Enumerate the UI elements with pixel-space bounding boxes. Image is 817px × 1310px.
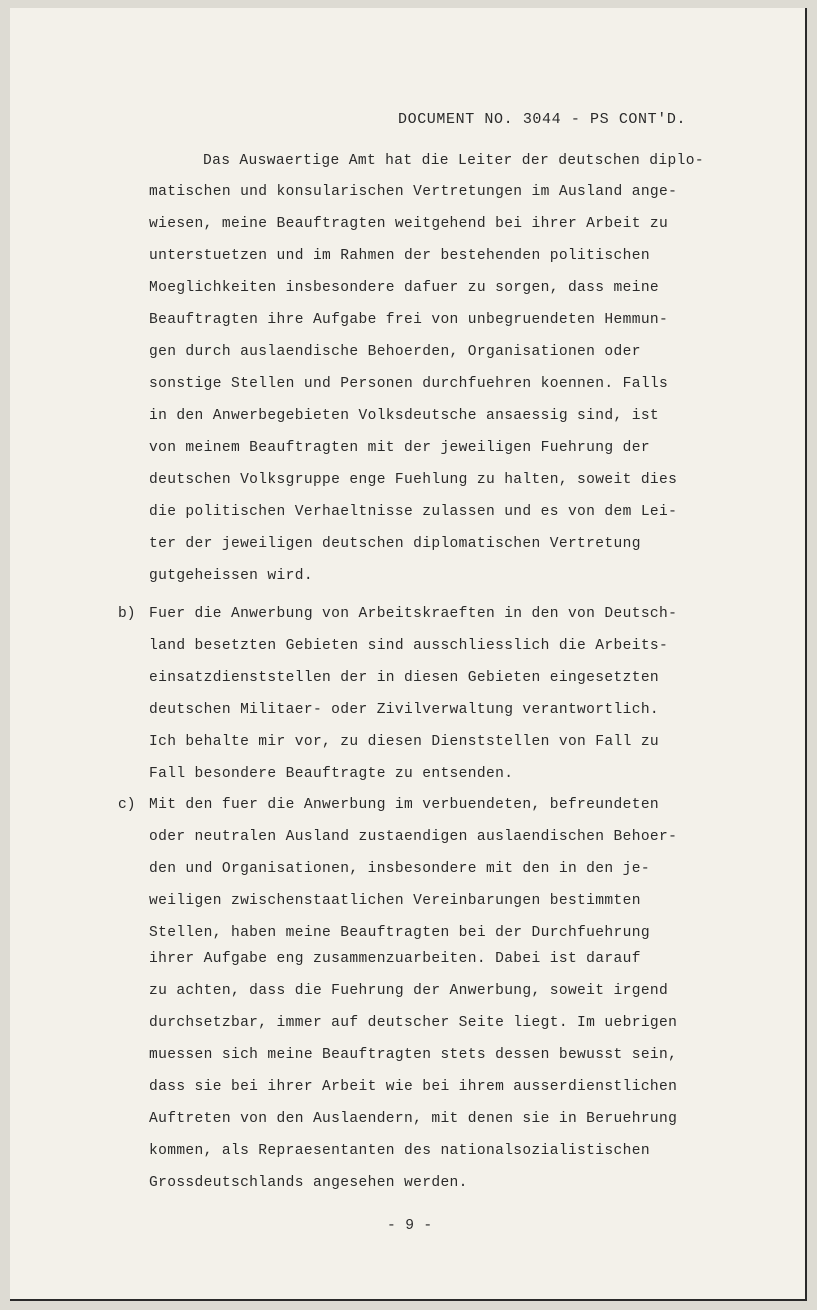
text-line: unterstuetzen und im Rahmen der bestehenden politischen — [149, 248, 650, 264]
text-line: Moeglichkeiten insbesondere dafuer zu sorgen, dass meine — [149, 280, 660, 296]
document-page — [10, 8, 807, 1301]
text-line: land besetzten Gebieten sind ausschliesslich die Arbeits- — [149, 638, 669, 654]
text-line: einsatzdienststellen der in diesen Gebieten eingesetzten — [149, 670, 660, 686]
text-line: ter der jeweiligen deutschen diplomatischen Vertretung — [149, 536, 641, 552]
page-number: - 9 - — [387, 1218, 433, 1234]
text-line: Ich behalte mir vor, zu diesen Dienststellen von Fall zu — [149, 734, 660, 750]
text-line: zu achten, dass die Fuehrung der Anwerbung, soweit irgend — [149, 983, 669, 999]
text-line: in den Anwerbegebieten Volksdeutsche ansaessig sind, ist — [149, 408, 660, 424]
text-line: weiligen zwischenstaatlichen Vereinbarungen bestimmten — [149, 893, 641, 909]
text-line: von meinem Beauftragten mit der jeweiligen Fuehrung der — [149, 440, 650, 456]
text-line: kommen, als Repraesentanten des nationalsozialistischen — [149, 1143, 650, 1159]
text-line: wiesen, meine Beauftragten weitgehend bei ihrer Arbeit zu — [149, 216, 669, 232]
text-line: deutschen Militaer- oder Zivilverwaltung verantwortlich. — [149, 702, 660, 718]
text-line: Grossdeutschlands angesehen werden. — [149, 1175, 468, 1191]
document-header: DOCUMENT NO. 3044 - PS CONT'D. — [398, 111, 687, 128]
text-line: Beauftragten ihre Aufgabe frei von unbegruendeten Hemmun- — [149, 312, 669, 328]
text-line: durchsetzbar, immer auf deutscher Seite liegt. Im uebrigen — [149, 1015, 678, 1031]
text-line: sonstige Stellen und Personen durchfuehren koennen. Falls — [149, 376, 669, 392]
list-marker: c) — [118, 797, 136, 813]
text-line: den und Organisationen, insbesondere mit den in den je- — [149, 861, 650, 877]
text-line: die politischen Verhaeltnisse zulassen und es von dem Lei- — [149, 504, 678, 520]
list-marker: b) — [118, 606, 136, 622]
text-line: Stellen, haben meine Beauftragten bei der Durchfuehrung — [149, 925, 650, 941]
text-line: Das Auswaertige Amt hat die Leiter der deutschen diplo- — [203, 153, 704, 169]
text-line: matischen und konsularischen Vertretungen im Ausland ange- — [149, 184, 678, 200]
text-line: oder neutralen Ausland zustaendigen auslaendischen Behoer- — [149, 829, 678, 845]
text-line: Mit den fuer die Anwerbung im verbuendeten, befreundeten — [149, 797, 660, 813]
text-line: gutgeheissen wird. — [149, 568, 313, 584]
text-line: ihrer Aufgabe eng zusammenzuarbeiten. Dabei ist darauf — [149, 951, 641, 967]
text-line: muessen sich meine Beauftragten stets dessen bewusst sein, — [149, 1047, 678, 1063]
text-line: gen durch auslaendische Behoerden, Organisationen oder — [149, 344, 641, 360]
text-line: dass sie bei ihrer Arbeit wie bei ihrem ausserdienstlichen — [149, 1079, 678, 1095]
text-line: deutschen Volksgruppe enge Fuehlung zu halten, soweit dies — [149, 472, 678, 488]
text-line: Auftreten von den Auslaendern, mit denen sie in Beruehrung — [149, 1111, 678, 1127]
text-line: Fuer die Anwerbung von Arbeitskraeften in den von Deutsch- — [149, 606, 678, 622]
text-line: Fall besondere Beauftragte zu entsenden. — [149, 766, 514, 782]
